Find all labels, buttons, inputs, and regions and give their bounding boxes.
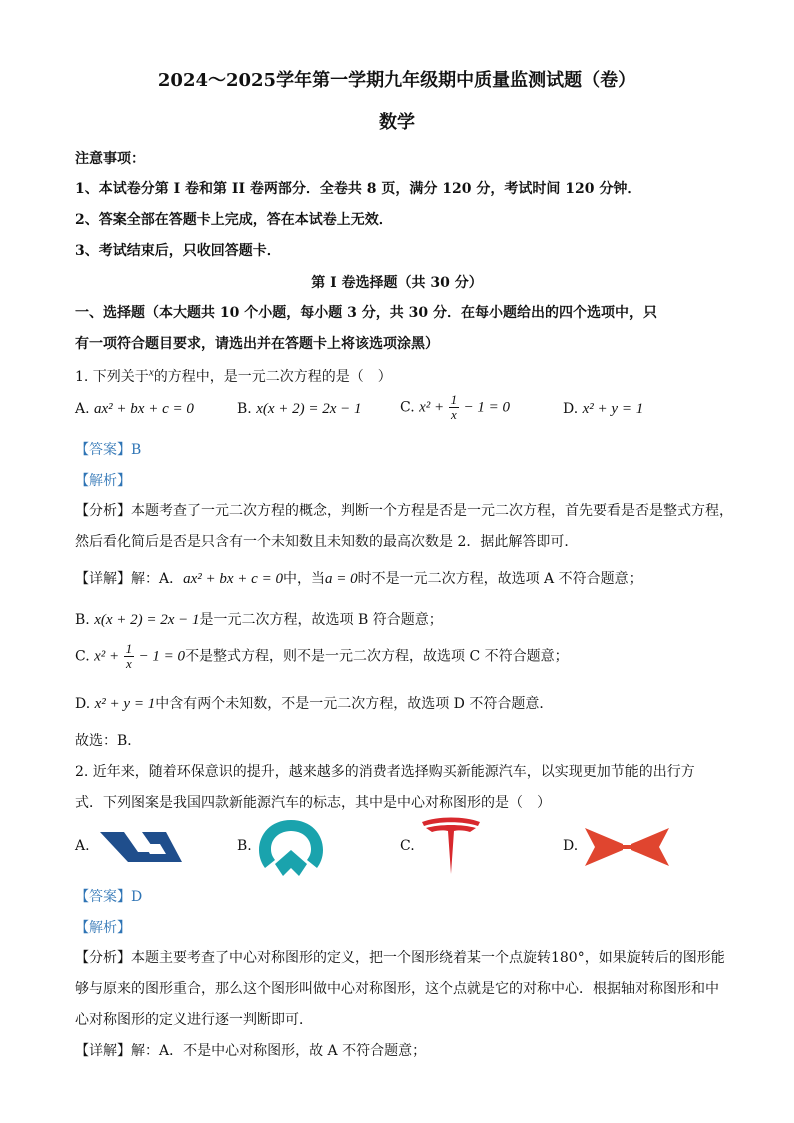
section-instruction-line2: 有一项符合题目要求，请选出并在答题卡上将该选项涂黑） (75, 336, 439, 352)
subject-title: 数学 (379, 112, 415, 133)
q1-detail-c (75, 642, 569, 671)
nev-logo-d-icon (583, 826, 671, 872)
q1-analysis-line1: 【分析】本题考查了一元二次方程的概念，判断一个方程是否是一元二次方程，首先要看是否是整式方程， (75, 503, 733, 519)
section-heading: 第 I 卷选择题（共 30 分） (311, 275, 483, 291)
q1-option-c-post: − 1 = 0 (463, 399, 511, 416)
q1-detail-d-label: D. (75, 696, 91, 712)
section-instruction-line1: 一、选择题（本大题共 10 个小题，每小题 3 分，共 30 分．在每小题给出的四个选项中，只 (75, 305, 657, 321)
q2-analysis-line3: 心对称图形的定义进行逐一判断即可． (75, 1012, 313, 1028)
q1-detail-b (75, 609, 443, 629)
q1-detail-b-label: B. (75, 612, 90, 628)
q2-answer: 【答案】D (75, 889, 143, 905)
q2-analysis-line2: 够与原来的图形重合，那么这个图形叫做中心对称图形，这个点就是它的对称中心．根据轴对称图形和中 (75, 981, 719, 997)
q2-analysis-heading: 【解析】 (75, 920, 131, 936)
notice-item-2: 2、答案全部在答题卡上完成，答在本试卷上无效． (75, 212, 393, 228)
q1-option-b-label: B. (237, 401, 252, 417)
q1-detail-c-post: 不是整式方程，则不是一元二次方程，故选项 C 不符合题意； (185, 648, 569, 665)
nev-logo-c-icon (420, 816, 482, 880)
q2-option-d-label: D. (563, 838, 579, 854)
q1-option-a-label: A. (75, 401, 90, 417)
nev-logo-a-icon (98, 830, 184, 868)
q1-stem (75, 366, 392, 386)
q1-detail-d-post: 中含有两个未知数，不是一元二次方程，故选项 D 不符合题意． (155, 696, 554, 712)
q2-stem-line2: 式．下列图案是我国四款新能源汽车的标志，其中是中心对称图形的是（ ） (75, 795, 551, 811)
q1-option-c-pre: x² + (419, 399, 445, 416)
q1-option-b-expr: x(x + 2) = 2x − 1 (256, 401, 362, 417)
q1-analysis-heading: 【解析】 (75, 473, 131, 489)
q1-detail-c-post-expr: − 1 = 0 (138, 648, 186, 665)
q1-detail-c-den: x (125, 656, 132, 671)
q1-conclusion: 故选：B． (75, 733, 142, 749)
q1-detail-pre: 【详解】解：A． (75, 571, 184, 587)
q1-detail-a-mid: 中，当 (282, 571, 325, 587)
q1-option-c-num: 1 (450, 392, 458, 407)
q2-analysis-line1: 【分析】本题主要考查了中心对称图形的定义，把一个图形绕着某一个点旋转180°，如果旋转后的图形能 (75, 950, 725, 966)
q1-detail-c-pre: x² + (94, 648, 120, 665)
q1-stem-pre: 1. 下列关于 (75, 369, 149, 385)
notice-item-1: 1、本试卷分第 I 卷和第 II 卷两部分．全卷共 8 页，满分 120 分，考试时间 120 分钟． (75, 181, 642, 197)
q1-option-d (563, 401, 643, 418)
q2-option-b-label: B. (237, 838, 252, 854)
q1-option-a (75, 401, 194, 418)
q1-answer: 【答案】B (75, 442, 142, 458)
q1-detail-a-post: 时不是一元二次方程，故选项 A 不符合题意； (357, 571, 643, 587)
q1-option-d-expr: x² + y = 1 (582, 401, 644, 417)
q1-stem-post: 的方程中，是一元二次方程的是（ ） (153, 369, 392, 385)
q1-option-a-expr: ax² + bx + c = 0 (94, 401, 194, 417)
q1-detail-b-post: 是一元二次方程，故选项 B 符合题意； (199, 612, 443, 628)
q2-option-c-label: C. (400, 838, 415, 854)
q1-option-c (400, 393, 510, 422)
q2-stem-line1: 2. 近年来，随着环保意识的提升，越来越多的消费者选择购买新能源汽车，以实现更加节能的出行方 (75, 764, 695, 780)
q1-option-d-label: D. (563, 401, 579, 417)
q1-detail-c-fraction (124, 642, 135, 671)
q1-detail-c-label: C. (75, 648, 90, 665)
q1-detail-a-expr: ax² + bx + c = 0 (183, 571, 283, 587)
q1-detail-c-num: 1 (125, 641, 133, 656)
q1-detail-b-expr: x(x + 2) = 2x − 1 (94, 612, 200, 628)
q1-stem-var: x (148, 366, 154, 379)
q1-detail-a (75, 568, 643, 588)
q1-detail-d-expr: x² + y = 1 (94, 696, 156, 712)
q1-detail-a-cond: a = 0 (324, 571, 358, 587)
q1-option-b (237, 401, 362, 418)
exam-title: 2024～2025学年第一学期九年级期中质量监测试题（卷） (157, 70, 637, 91)
q1-option-c-fraction (449, 393, 460, 422)
q2-detail-line1: 【详解】解：A．不是中心对称图形，故 A 不符合题意； (75, 1043, 427, 1059)
nev-logo-b-icon (257, 818, 325, 882)
q1-analysis-line2: 然后看化简后是否是只含有一个未知数且未知数的最高次数是 2．据此解答即可． (75, 534, 579, 550)
q2-option-a-label: A. (75, 838, 90, 854)
notice-heading: 注意事项： (75, 151, 145, 167)
q1-option-c-den: x (450, 407, 457, 422)
q1-option-c-label: C. (400, 399, 415, 416)
notice-item-3: 3、考试结束后，只收回答题卡． (75, 243, 281, 259)
q1-detail-d (75, 693, 553, 713)
